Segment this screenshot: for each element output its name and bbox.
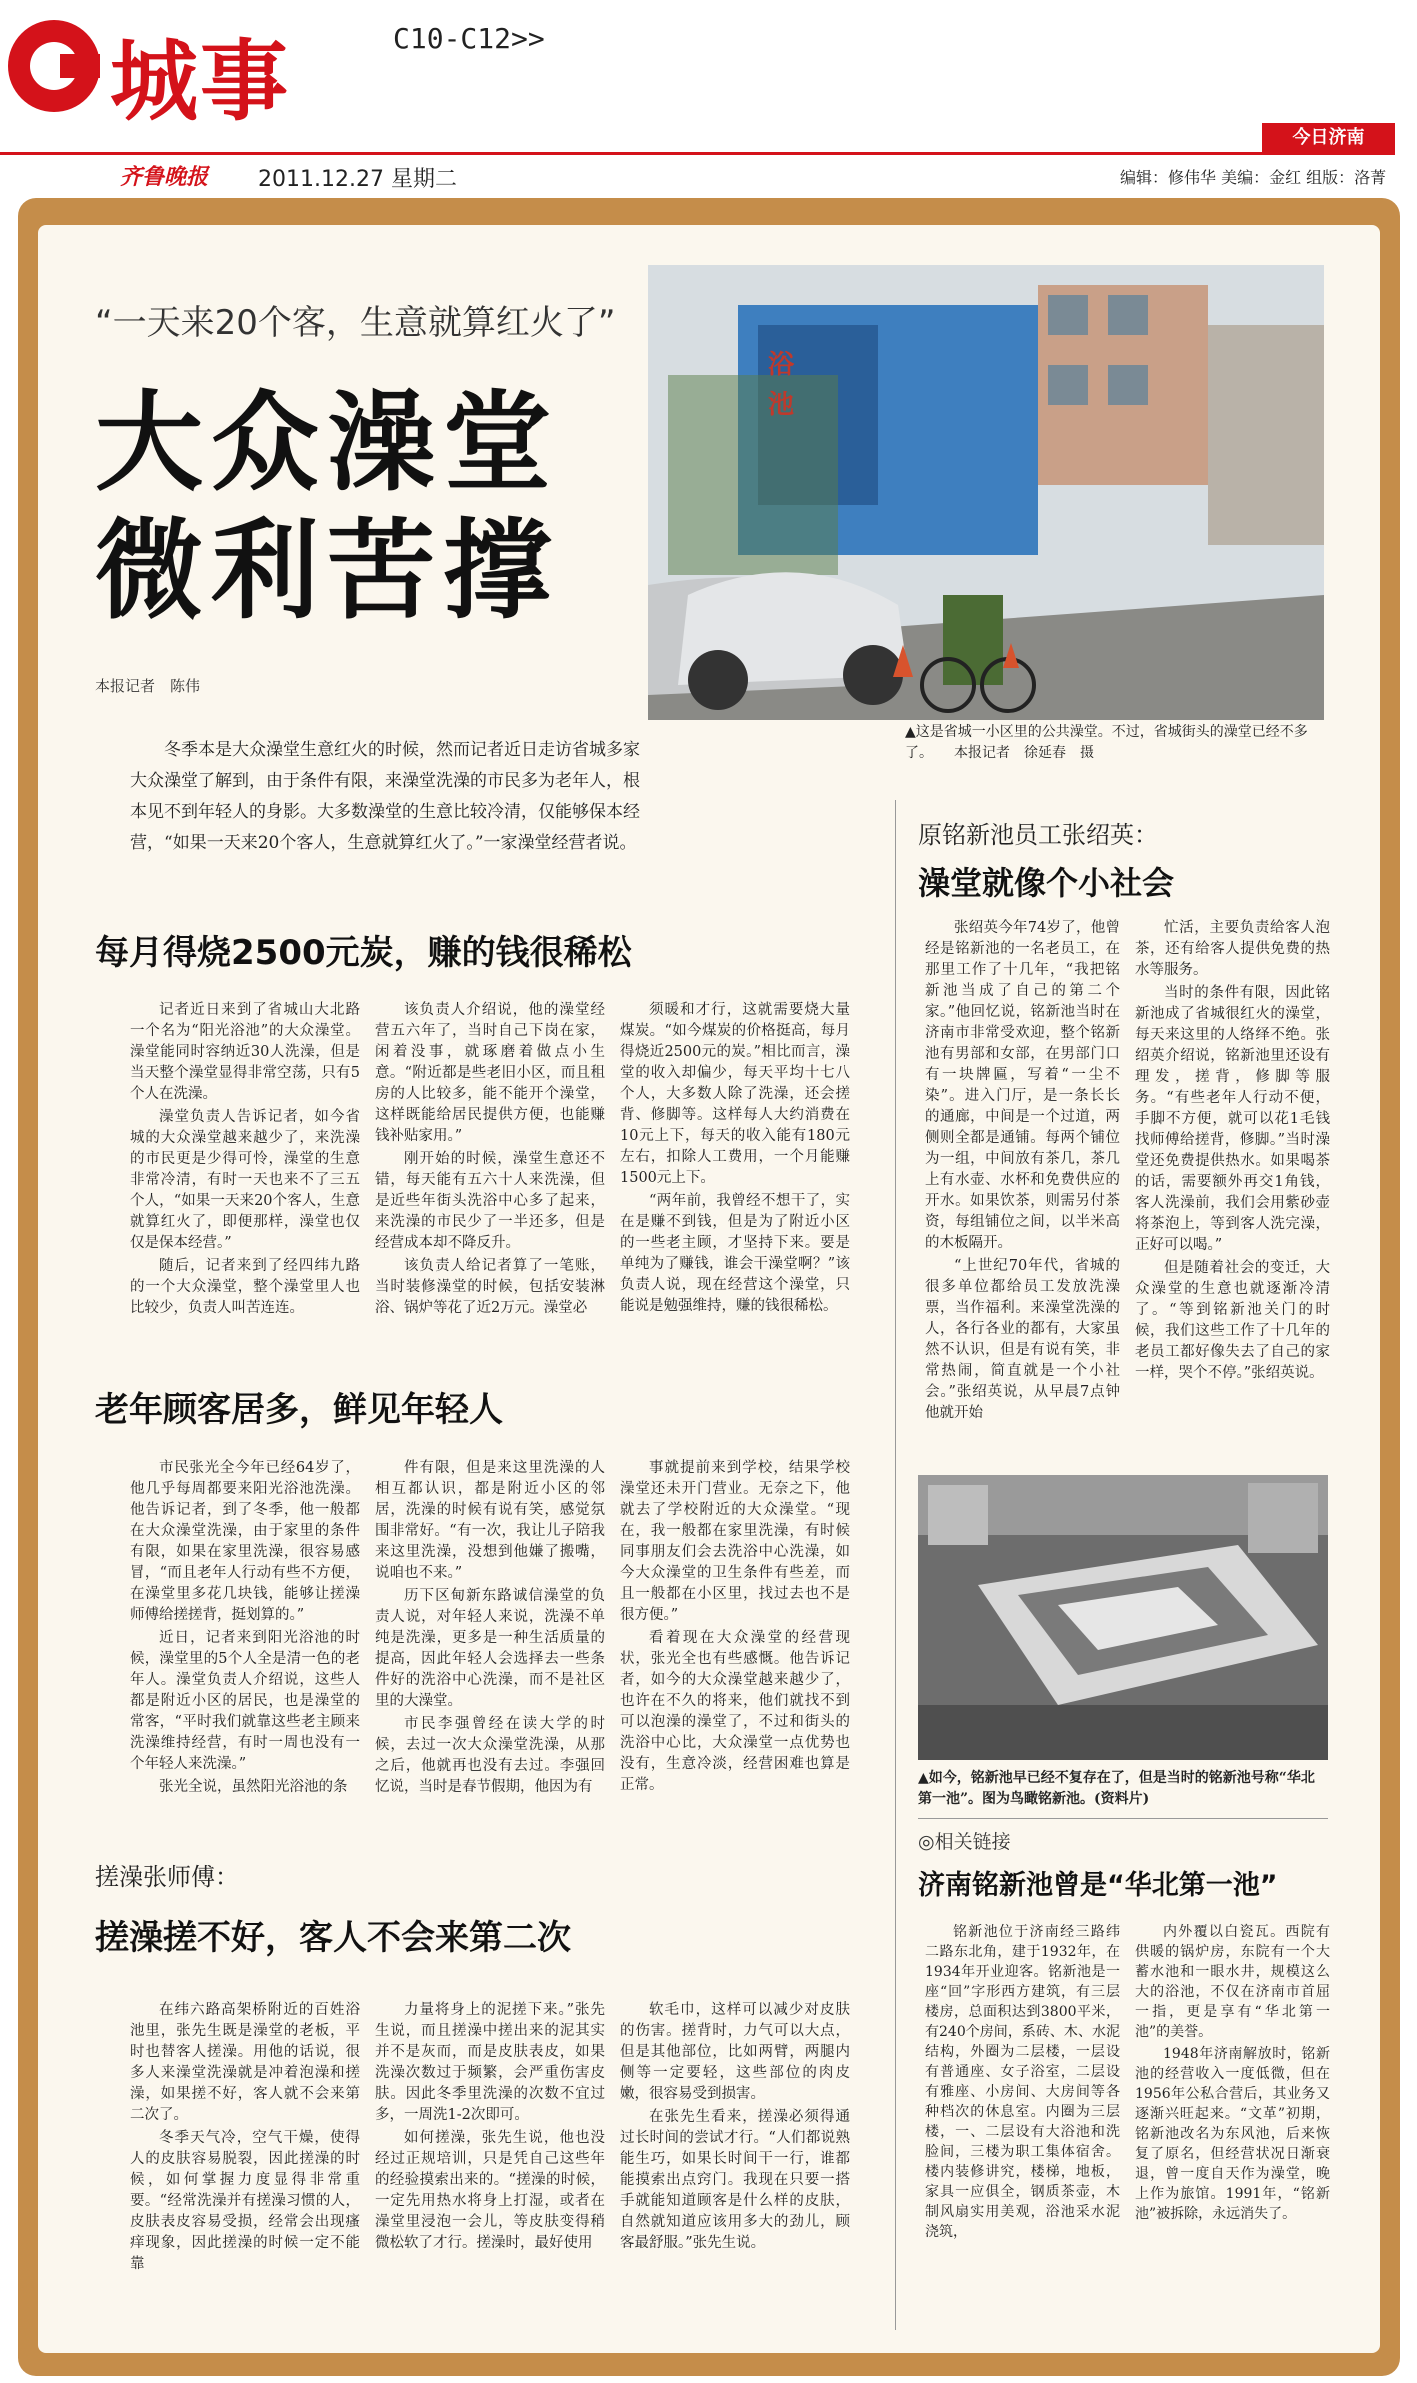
headline-line-2: 微利苦撑 [95,509,560,634]
section3-title: 搓澡搓不好，客人不会来第二次 [95,1918,571,1958]
side2-col2 [1135,1922,1330,2226]
section2-title: 老年顾客居多，鲜见年轻人 [95,1390,503,1430]
paragraph: 1948年济南解放时，铭新池的经营收入一度低微，但在1956年公私合营后，其业务又逐渐兴旺起来。“文革”初期，铭新池改名为东风池，后来恢复了原名，但经营状况日渐衰退，曾一度自天作为澡堂，晚上作为旅馆。1991年，“铭新池”被拆除，永远消失了。 [1135,2046,1330,2222]
paragraph: 事就提前来到学校，结果学校澡堂还未开门营业。无奈之下，他就去了学校附近的大众澡堂。“现在，我一般都在家里洗澡，有时候同事朋友们会去洗浴中心洗澡，如今大众澡堂的卫生条件有些差，而且一般都在小区里，找过去也不是很方便。” [620,1460,850,1623]
byline: 本报记者 陈伟 [95,677,201,695]
side2-title: 济南铭新池曾是“华北第一池” [918,1870,1278,1901]
paragraph: 软毛巾，这样可以减少对皮肤的伤害。搓背时，力气可以大点，但是其他部位，比如两臂，两腿内侧等一定要轻，这些部位的肉皮嫩，很容易受到损害。 [620,2002,850,2102]
section-logo-icon [8,20,100,112]
paragraph: 澡堂负责人告诉记者，如今省城的大众澡堂越来越少了，来洗澡的市民更是少得可怜，澡堂的生意非常冷清，有时一天也来不了三五个人，“如果一天来20个客人，生意就算红火了，即便那样，澡堂也仅仅是保本经营。” [130,1109,360,1251]
paragraph: 该负责人介绍说，他的澡堂经营五六年了，当时自己下岗在家，闲着没事，就琢磨着做点小生意。“附近都是些老旧小区，而且租房的人比较多，能不能开个澡堂，这样既能给居民提供方便，也能赚钱补贴家用。” [375,1002,605,1144]
paragraph: 如何搓澡，张先生说，他也没经过正规培训，只是凭自己这些年的经验摸索出来的。“搓澡的时候，一定先用热水将身上打湿，或者在澡堂里浸泡一会儿，等皮肤变得稍微松软了才行。搓澡时，最好使用 [375,2130,605,2251]
paragraph: 随后，记者来到了经四纬九路的一个大众澡堂，整个澡堂里人也比较少，负责人叫苦连连。 [130,1258,360,1316]
paragraph: 须暖和才行，这就需要烧大量煤炭。“如今煤炭的价格挺高，每月得烧近2500元的炭。”相比而言，澡堂的收入却偏少，每天平均十七八个人，大多数人除了洗澡，还会搓背、修脚等。这样每人大约消费在10元上下，每天的收入能有180元左右，扣除人工费用，一个月能赚1500元上下。 [620,1002,850,1186]
headline-line-1: 大众澡堂 [95,381,560,506]
paragraph: 力量将身上的泥搓下来。”张先生说，而且搓澡中搓出来的泥其实并不是灰而，而是皮肤表皮，如果洗澡次数过于频繁，会严重伤害皮肤。因此冬季里洗澡的次数不宜过多，一周洗1-2次即可。 [375,2002,605,2123]
side1-kicker: 原铭新池员工张绍英： [918,821,1158,849]
paragraph: 市民张光全今年已经64岁了，他几乎每周都要来阳光浴池洗澡。他告诉记者，到了冬季，他一般都在大众澡堂洗澡，由于家里的条件有限，如果在家里洗澡，很容易感冒，“而且老年人行动有些不方便，在澡堂里多花几块钱，能够让搓澡师傅给搓搓背，挺划算的。” [130,1460,360,1623]
section3-kicker: 搓澡张师傅： [95,1863,239,1891]
paragraph: 看着现在大众澡堂的经营现状，张光全也有些感慨。他告诉记者，如今的大众澡堂越来越少了，也许在不久的将来，他们就找不到可以泡澡的澡堂了，不过和街头的洗浴中心比，大众澡堂一点优势也没有，生意冷淡，经营困难也算是正常。 [620,1630,850,1793]
page-range[interactable]: C10-C12>> [393,22,545,55]
paragraph: 在纬六路高架桥附近的百姓浴池里，张先生既是澡堂的老板，平时也替客人搓澡。用他的话说，很多人来澡堂洗澡就是冲着泡澡和搓澡，如果搓不好，客人就不会来第二次了。 [130,2002,360,2123]
section3-col1 [130,2000,360,2277]
section1-col1 [130,1000,360,1321]
issue-date: 2011.12.27 星期二 [258,167,457,192]
paragraph: 但是随着社会的变迁，大众澡堂的生意也就逐渐冷清了。“等到铭新池关门的时候，我们这些工作了十几年的老员工都好像失去了自己的家一样，哭个不停。”张绍英说。 [1135,1260,1330,1381]
section3-col3 [620,2000,850,2256]
paragraph: 铭新池位于济南经三路纬二路东北角，建于1932年，在1934年开业迎客。铭新池是一座“回”字形西方建筑，有三层楼房，总面积达到3800平米，有240个房间，系砖、木、水泥结构，外圈为二层楼，一层设有普通座、女子浴室，二层设有雅座、小房间、大房间等各种档次的休息室。内圈为三层楼，一、二层设有大浴池和洗脸间，三楼为职工集体宿舍。楼内装修讲究，楼梯，地板，家具一应俱全，钢质茶壶，木制风扇实用美观，浴池采水泥浇筑， [925,1924,1120,2240]
related-link-kicker: ◎相关链接 [918,1831,1011,1853]
photo-caption-1: ▲这是省城一小区里的公共澡堂。不过，省城街头的澡堂已经不多了。 本报记者 徐延春 摄 [905,724,1308,761]
page-header [0,0,1417,192]
section2-col3 [620,1458,850,1798]
today-badge: 今日济南 [1262,123,1395,153]
section1-col3 [620,1000,850,1319]
header-divider [0,152,1395,155]
paragraph: 在张先生看来，搓澡必须得通过长时间的尝试才行。“人们都说熟能生巧，如果长时间干一行，谁都能摸索出点窍门。我现在只要一搭手就能知道顾客是什么样的皮肤，自然就知道应该用多大的劲儿，顾客最舒服。”张先生说。 [620,2109,850,2251]
paragraph: 张绍英今年74岁了，他曾经是铭新池的一名老员工，在那里工作了十几年，“我把铭新池当成了自己的第二个家。”他回忆说，铭新池当时在济南市非常受欢迎，整个铭新池有男部和女部，在男部门口有一块牌匾，写着“一尘不染”。进入门厅，是一条长长的通廊，中间是一个过道，两侧则全都是通铺。每两个铺位为一组，中间放有茶几，茶几上有水壶、水杯和免费供应的开水。如果饮茶，则需另付茶资，每组铺位之间，以半米高的木板隔开。 [925,920,1120,1251]
section3-col2 [375,2000,605,2256]
section-title: 城事 [110,29,291,133]
mingxinchi-aerial-photo [918,1475,1328,1760]
paragraph: 该负责人给记者算了一笔账，当时装修澡堂的时候，包括安装淋浴、锅炉等花了近2万元。澡堂必 [375,1258,605,1316]
lead-paragraph: 冬季本是大众澡堂生意红火的时候，然而记者近日走访省城多家大众澡堂了解到，由于条件有限，来澡堂洗澡的市民多为老年人，根本见不到年轻人的身影。大多数澡堂的生意比较冷清，仅能够保本经营，“如果一天来20个客人，生意就算红火了。”一家澡堂经营者说。 [130,740,640,853]
divider [918,1818,1328,1819]
paragraph: 市民李强曾经在读大学的时候，去过一次大众澡堂洗澡，从那之后，他就再也没有去过。李强回忆说，当时是春节假期，他因为有 [375,1716,605,1795]
section2-col1 [130,1458,360,1800]
bathhouse-photo-illustration [648,265,1324,720]
paragraph: 历下区甸新东路诚信澡堂的负责人说，对年轻人来说，洗澡不单纯是洗澡，更多是一种生活质量的提高，因此年轻人会选择去一些条件好的洗浴中心洗澡，而不是社区里的大澡堂。 [375,1588,605,1709]
paragraph: “两年前，我曾经不想干了，实在是赚不到钱，但是为了附近小区的一些老主顾，才坚持下来。要是单纯为了赚钱，谁会干澡堂啊？”该负责人说，现在经营这个澡堂，只能说是勉强维持，赚的钱很稀松。 [620,1193,850,1314]
main-headline [95,380,559,636]
paragraph: “上世纪70年代，省城的很多单位都给员工发放洗澡票，当作福利。来澡堂洗澡的人，各行各业的都有，大家虽然不认识，但是有说有笑，非常热闹，简直就是一个小社会。”张绍英说，从早晨7点钟他就开始 [925,1258,1120,1421]
column-divider [895,800,896,2330]
paragraph: 内外覆以白瓷瓦。西院有供暖的锅炉房，东院有一个大蓄水池和一眼水井，规模这么大的浴池，不仅在济南市首屈一指，更是享有“华北第一池”的美誉。 [1135,1924,1330,2040]
section2-col2 [375,1458,605,1800]
paragraph: 记者近日来到了省城山大北路一个名为“阳光浴池”的大众澡堂。澡堂能同时容纳近30人洗澡，但是当天整个澡堂显得非常空荡，只有5个人在洗澡。 [130,1002,360,1102]
paragraph: 近日，记者来到阳光浴池的时候，澡堂里的5个人全是清一色的老年人。澡堂负责人介绍说，这些人都是附近小区的居民，也是澡堂的常客，“平时我们就靠这些老主顾来洗澡维持经营，有时一周也没有一个年轻人来洗澡。” [130,1630,360,1772]
paragraph: 当时的条件有限，因此铭新池成了省城很红火的澡堂，每天来这里的人络绎不绝。张绍英介绍说，铭新池里还设有理发，搓背，修脚等服务。“有些老年人行动不便，手脚不方便，就可以花1毛钱找师傅给搓背，修脚。”当时澡堂还免费提供热水。如果喝茶的话，需要额外再交1角钱，客人洗澡前，我们会用紫砂壶将茶泡上，等到客人洗完澡，正好可以喝。” [1135,985,1330,1253]
bathhouse-sign: 浴池 [768,350,795,420]
side1-col1 [925,918,1120,1426]
pull-quote: “一天来20个客，生意就算红火了” [95,303,616,343]
side2-col1 [925,1922,1120,2244]
paragraph: 件有限，但是来这里洗澡的人相互都认识，都是附近小区的邻居，洗澡的时候有说有笑，感觉氛围非常好。“有一次，我让儿子陪我来这里洗澡，没想到他嫌了搬嘴，说咱也不来。” [375,1460,605,1581]
bathhouse-photo [648,265,1324,720]
paragraph: 冬季天气冷，空气干燥，使得人的皮肤容易脱裂，因此搓澡的时候，如何掌握力度显得非常重要。“经常洗澡并有搓澡习惯的人，皮肤表皮容易受损，经常会出现瘙痒现象，因此搓澡的时候一定不能靠 [130,2130,360,2272]
section1-col2 [375,1000,605,1321]
side1-col2 [1135,918,1330,1386]
side1-title: 澡堂就像个小社会 [918,864,1175,902]
editors-credit: 编辑：修伟华 美编：金红 组版：洛菁 [1120,168,1387,187]
paper-name: 齐鲁晚报 [120,164,209,190]
photo-caption-2: ▲如今，铭新池早已经不复存在了，但是当时的铭新池号称“华北第一池”。图为鸟瞰铭新池。(资料片) [918,1770,1315,1807]
paragraph: 忙活，主要负责给客人泡茶，还有给客人提供免费的热水等服务。 [1135,920,1330,978]
paragraph: 刚开始的时候，澡堂生意还不错，每天能有五六十人来洗澡，但是近些年街头洗浴中心多了起来，来洗澡的市民少了一半还多，但是经营成本却不降反升。 [375,1151,605,1251]
paragraph: 张光全说，虽然阳光浴池的条 [159,1779,348,1795]
aerial-photo-illustration [918,1475,1328,1760]
section1-title: 每月得烧2500元炭，赚的钱很稀松 [95,933,632,973]
